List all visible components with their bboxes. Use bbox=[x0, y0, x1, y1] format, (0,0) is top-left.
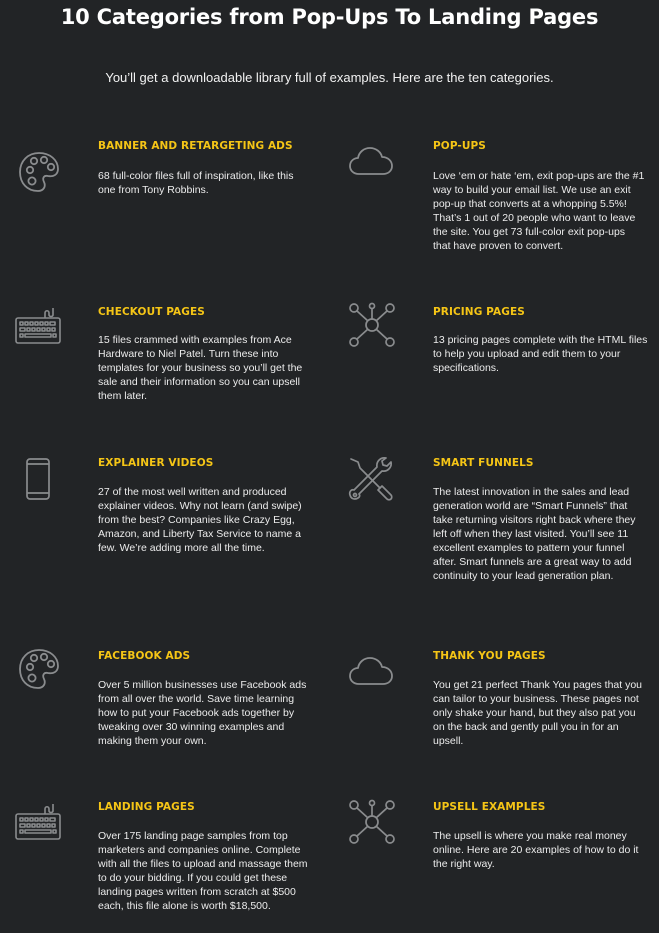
page-subtitle: You’ll get a downloadable library full of examples. Here are the ten categories. bbox=[105, 70, 554, 85]
page-title: 10 Categories from Pop-Ups To Landing Pages bbox=[60, 5, 599, 29]
category-heading: UPSELL EXAMPLES bbox=[433, 801, 546, 813]
category-description: Love ‘em or hate ‘em, exit pop-ups are the #1 way to build your email list. We use an exit pop-up that converts at a whopping 5.5%! That’s 1 out of 20 people who want to leave the site. You get 73 full-color exit pop-ups that have proven to convert. bbox=[433, 170, 645, 252]
category-heading: CHECKOUT PAGES bbox=[98, 306, 205, 318]
smartphone-icon bbox=[26, 458, 50, 500]
category-heading: SMART FUNNELS bbox=[433, 457, 534, 469]
category-description: 15 files crammed with examples from Ace Hardware to Niel Patel. Turn these into templates for your business so you’ll get the sale and their information so you can upsell them later. bbox=[98, 334, 303, 402]
category-description: 68 full-color files full of inspiration, like this one from Tony Robbins. bbox=[98, 170, 294, 196]
category-description: 27 of the most well written and produced explainer videos. Why not learn (and swipe) from the best? Companies like Crazy Egg, Amazon, and Liberty Tax Service to name a few. We’re adding more all the time. bbox=[98, 486, 302, 554]
category-heading: POP-UPS bbox=[433, 140, 486, 152]
cloud-icon bbox=[349, 146, 393, 176]
network-icon bbox=[349, 800, 395, 844]
keyboard-icon bbox=[15, 306, 61, 346]
palette-icon bbox=[17, 150, 61, 194]
category-heading: BANNER AND RETARGETING ADS bbox=[98, 140, 293, 152]
category-heading: EXPLAINER VIDEOS bbox=[98, 457, 214, 469]
category-description: Over 175 landing page samples from top marketers and companies online. Complete with all the files to upload and massage them to do your bidding. If you could get these landing pages written from scratch at $500 each, this file alone is worth $18,500. bbox=[98, 830, 308, 912]
category-heading: THANK YOU PAGES bbox=[433, 650, 546, 662]
palette-icon bbox=[17, 647, 61, 691]
category-description: The upsell is where you make real money online. Here are 20 examples of how to do it the right way. bbox=[433, 830, 639, 870]
tools-icon bbox=[348, 456, 394, 502]
category-heading: LANDING PAGES bbox=[98, 801, 195, 813]
category-heading: FACEBOOK ADS bbox=[98, 650, 191, 662]
category-description: You get 21 perfect Thank You pages that you can tailor to your business. These pages not only shake your hand, but they also pat you on the back and gently pull you in for an upsell. bbox=[433, 679, 643, 747]
network-icon bbox=[349, 303, 395, 347]
keyboard-icon bbox=[15, 802, 61, 842]
cloud-icon bbox=[349, 656, 393, 686]
category-description: The latest innovation in the sales and lead generation world are “Smart Funnels” that take returning visitors right back where they left off when they last visited. You’ll see 11 excellent examples to pattern your funnel after. Smart funnels are a great way to add continuity to your lead generation plan. bbox=[433, 486, 636, 582]
category-heading: PRICING PAGES bbox=[433, 306, 525, 318]
category-description: Over 5 million businesses use Facebook ads from all over the world. Save time learning how to put your Facebook ads together by tweaking over 30 winning examples and making them your own. bbox=[98, 679, 307, 747]
category-description: 13 pricing pages complete with the HTML files to help you upload and edit them to your specifications. bbox=[433, 334, 648, 374]
